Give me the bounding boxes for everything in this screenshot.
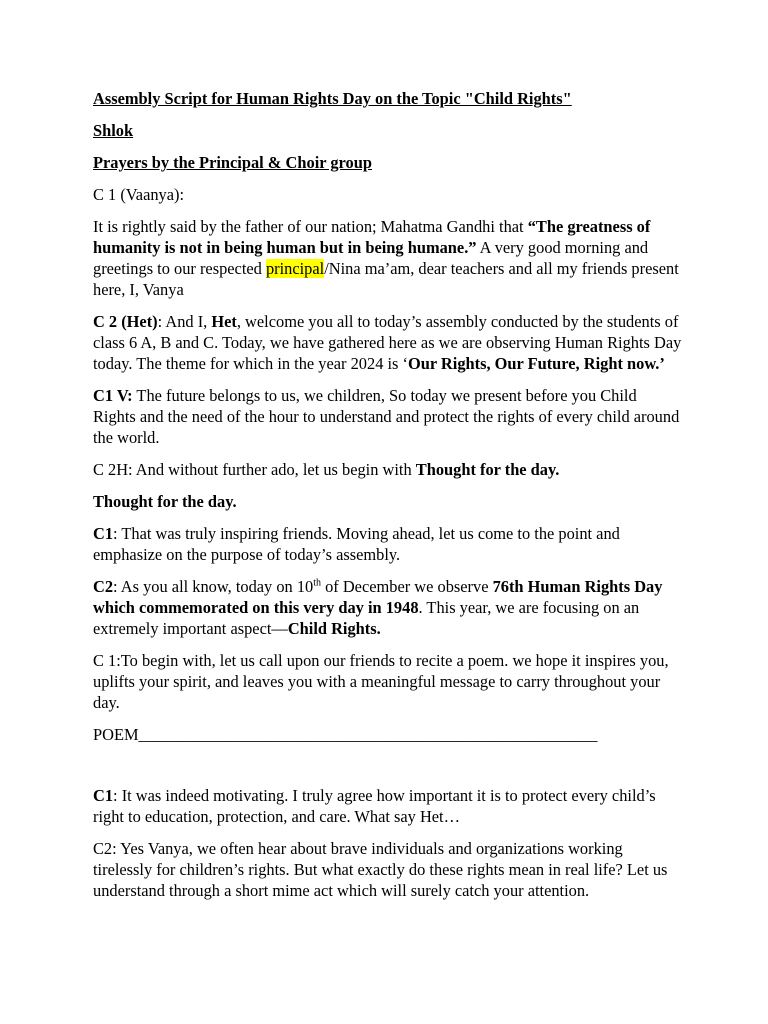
p6-text-2: of December we observe [321, 577, 493, 596]
p6-text-3: . This year, we are focusing on an extremely important aspect— [93, 598, 640, 638]
c1-intro-line: C 1 (Vaanya): [93, 185, 185, 204]
paragraph-human-rights-day [93, 576, 683, 639]
poem-placeholder: POEM________________________________________________________ [93, 725, 598, 744]
speaker-label: C 2 (Het) [93, 312, 158, 331]
speaker-label: C1 [93, 786, 114, 805]
p1-text-2: A very good morning and greetings to our respected [93, 238, 649, 278]
gandhi-quote: “The greatness of humanity is not in being human but in being humane.” [93, 217, 651, 257]
paragraph-gandhi-quote [93, 216, 683, 300]
p2-text-1: : And I, [157, 312, 212, 331]
p1-text-1: It is rightly said by the father of our nation; Mahatma Gandhi that [93, 217, 528, 236]
paragraph-mime-act: C2: Yes Vanya, we often hear about brave individuals and organizations working tirelessly for children’s rights. But what exactly do these rights mean in real life? Let us understand through a short mime act which will surely catch your attention. [93, 839, 668, 900]
shlok-heading [93, 120, 683, 141]
paragraph-poem-intro: C 1:To begin with, let us call upon our friends to recite a poem. we hope it inspires you, uplifts your spirit, and leaves you with a meaningful message to carry throughout your day. [93, 651, 669, 712]
prayers-heading [93, 152, 683, 173]
p2-text-2: , welcome you all to today’s assembly conducted by the students of class 6 A, B and C. Today, we have gathered here as we are observing Human Rights Day today. The theme for which in the year 2024 is ‘ [93, 312, 682, 373]
p3-text: The future belongs to us, we children, So today we present before you Child Rights and the need of the hour to understand and protect the rights of every child around the world. [93, 386, 680, 447]
p1-text-3: /Nina ma’am, dear teachers and all my friends present here, I, Vanya [93, 259, 679, 299]
document-body [93, 88, 683, 912]
theme-text: Our Rights, Our Future, Right now.’ [407, 354, 665, 373]
p4-text: C 2H: And without further ado, let us begin with [93, 460, 416, 479]
speaker-label: C2 [93, 577, 114, 596]
paragraph-future [93, 385, 683, 448]
title-text: Assembly Script for Human Rights Day on the Topic "Child Rights" [93, 89, 572, 108]
p6-text-1: : As you all know, today on 10 [113, 577, 314, 596]
p8-text: : It was indeed motivating. I truly agree how important it is to protect every child’s right to education, protection, and care. What say Het… [93, 786, 656, 826]
p6-bold-1: 76th Human Rights Day which commemorated on this very day in 1948 [93, 577, 663, 617]
document-title [93, 88, 683, 109]
paragraph-motivating [93, 785, 683, 827]
paragraph-het-welcome [93, 311, 683, 374]
speaker-label: C1 V: [93, 386, 133, 405]
paragraph-inspiring [93, 523, 683, 565]
thought-heading-text: Thought for the day. [93, 492, 237, 511]
p6-bold-2: Child Rights. [287, 619, 381, 638]
thought-heading [93, 491, 683, 512]
shlok-text: Shlok [93, 121, 134, 140]
prayers-text: Prayers by the Principal & Choir group [93, 153, 372, 172]
paragraph-begin-thought [93, 459, 683, 480]
p4-bold: Thought for the day. [415, 460, 560, 479]
p5-text: : That was truly inspiring friends. Moving ahead, let us come to the point and emphasize on the purpose of today’s assembly. [93, 524, 620, 564]
speaker-label: C1 [93, 524, 114, 543]
highlighted-word: principal [265, 259, 325, 278]
speaker-name: Het [211, 312, 237, 331]
ordinal-superscript: th [313, 577, 321, 589]
